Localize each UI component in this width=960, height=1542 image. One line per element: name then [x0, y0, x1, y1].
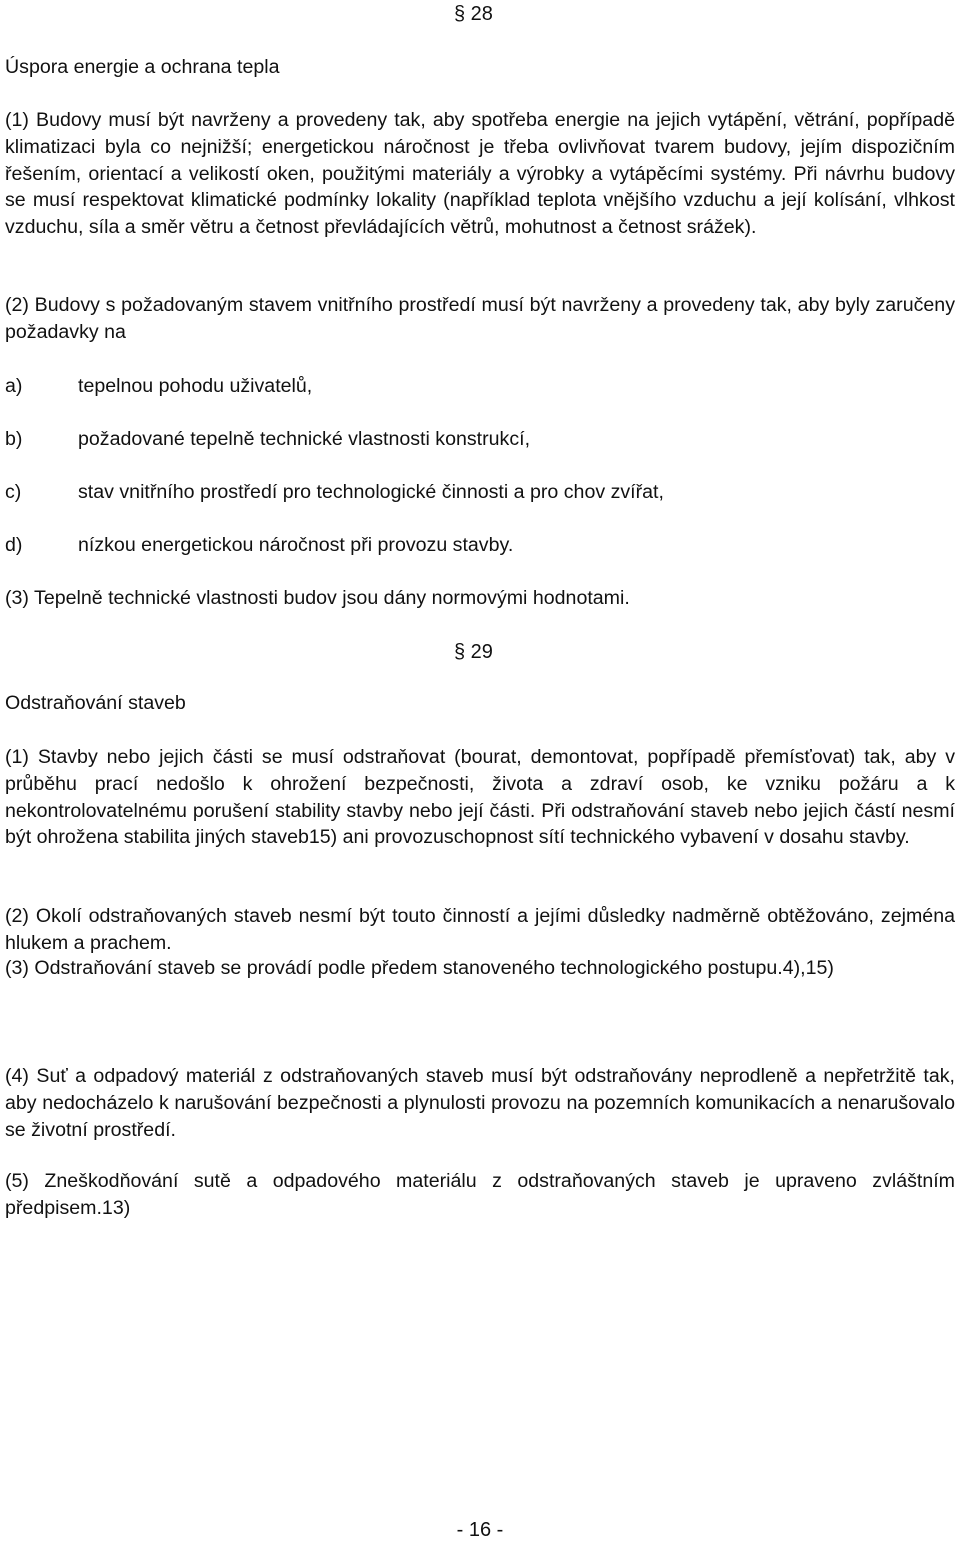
list-item	[5, 479, 955, 506]
paragraph-text: (1) Budovy musí být navrženy a provedeny tak, aby spotřeba energie na jejich vytápění, větrání, popřípadě klimatizaci byla co nejnižší; energetickou náročnost je třeba ovlivňovat tvarem budovy, jejím dispozičním řešením, orientací a velikostí oken, použitými materiály a výrobky a vytápěcími systémy.	[5, 109, 955, 185]
paragraph: (4) Suť a odpadový materiál z odstraňovaných staveb musí být odstraňovány neprodleně a nepřetržitě tak, aby nedocházelo k narušování bezpečnosti a plynulosti provozu na pozemních komunikacích a nenarušovalo se životní prostředí.	[5, 1065, 955, 1141]
section-title: Odstraňování staveb	[5, 692, 186, 714]
section-title: Úspora energie a ochrana tepla	[5, 56, 280, 78]
list-text: tepelnou pohodu uživatelů,	[78, 375, 313, 397]
section-number: § 29	[454, 641, 493, 663]
paragraph: (2) Budovy s požadovaným stavem vnitřního prostředí musí být navrženy a provedeny tak, aby byly zaručeny požadavky na	[5, 294, 955, 343]
paragraph: (3) Tepelně technické vlastnosti budov jsou dány normovými hodnotami.	[5, 587, 630, 609]
list-marker: c)	[5, 481, 22, 503]
list-marker: b)	[5, 428, 23, 450]
section-number: § 28	[454, 3, 493, 25]
paragraph: (1) Stavby nebo jejich části se musí odstraňovat (bourat, demontovat, popřípadě přemísťovat) tak, aby v průběhu prací nedošlo k ohrožení bezpečnosti, života a zdraví osob, ke vzniku požáru a k nekontrolovatelnému porušení stability stavby nebo její části. Při odstraňování staveb nebo jejich částí nesmí být ohrožena stabilita jiných staveb15) ani provozuschopnost sítí technického vybavení v dosahu stavby.	[5, 746, 955, 849]
paragraph: (2) Okolí odstraňovaných staveb nesmí být touto činností a jejími důsledky nadměrně obtěžováno, zejména hlukem a prachem.	[5, 905, 955, 954]
list-item	[5, 426, 955, 453]
list-text: nízkou energetickou náročnost při provozu stavby.	[78, 534, 514, 556]
list-marker: a)	[5, 375, 23, 397]
list-marker: d)	[5, 534, 23, 556]
page-number: - 16 -	[456, 1519, 504, 1541]
list-text: požadované tepelně technické vlastnosti konstrukcí,	[78, 428, 531, 450]
paragraph	[5, 107, 955, 241]
paragraph: (5) Zneškodňování sutě a odpadového materiálu z odstraňovaných staveb je upraveno zvláštním předpisem.13)	[5, 1170, 955, 1219]
paragraph-text: Při návrhu budovy se musí respektovat klimatické podmínky lokality (například teplota vnějšího vzduchu a její kolísání, vlhkost vzduchu, síla a směr větru a četnost převládajících větrů, mohutnost a četnost srážek).	[5, 162, 955, 239]
list-text: stav vnitřního prostředí pro technologické činnosti a pro chov zvířat,	[78, 481, 664, 503]
list-item	[5, 532, 955, 559]
list-item	[5, 373, 955, 400]
paragraph: (3) Odstraňování staveb se provádí podle předem stanoveného technologického postupu.4),15)	[5, 957, 834, 979]
